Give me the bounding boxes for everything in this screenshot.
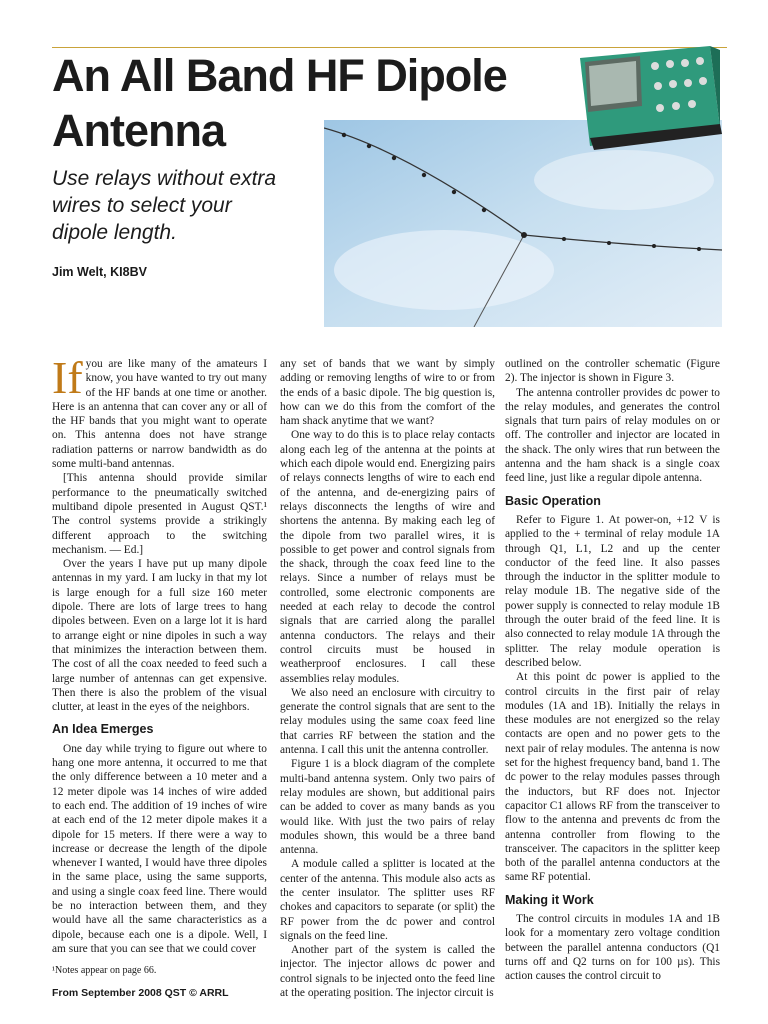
paragraph: The antenna controller provides dc power to the relay modules, and generates the control signals that turn pairs of relay modules on or off. The controller and injector are located in the shack. The only wires that run between the antenna and the ham shack is a single coax feed line, just like a regular dipole antenna.	[505, 386, 720, 485]
section-heading-work: Making it Work	[505, 892, 594, 907]
column-1	[52, 352, 267, 956]
paragraph: Over the years I have put up many dipole antennas in my yard. I am lucky in that my lot is large enough for a full size 160 meter dipole. There are lots of large trees to hang dipoles between. Even on a large lot it is hard to arrange eight or nine dipoles in such a way that minimizes the interaction between them. The cost of all the coax needed to feed such a large number of antennas can get expensive. Then there is also the problem of the visual clutter, at least in the eyes of the neighbors.	[52, 558, 267, 714]
editor-note: [This antenna should provide similar performance to the pneumatically switched multiband dipole presented in August QST.¹ The control systems provide a strikingly different approach to the switching mechanism. — Ed.]	[52, 472, 267, 556]
oscilloscope-image	[570, 38, 722, 150]
paragraph: you are like many of the amateurs I know, you have wanted to try out many of the HF bands at one time or another. Here is an antenna that can cover any or all of the HF bands that you might want to operate on. This antenna does not have strange radiation patterns or narrow bandwidth as do some multi-band antennas.	[52, 358, 267, 471]
article-subtitle: Use relays without extra wires to select your dipole length.	[52, 167, 277, 244]
paragraph: The control circuits in modules 1A and 1B look for a momentary zero voltage condition between the parallel antenna conductors (Q1 turns off and Q2 turns on for 100 µs). This action causes the control circuit to	[505, 912, 720, 983]
paragraph: One day while trying to figure out where to hang one more antenna, it occurred to me that the only difference between a 10 meter and a 12 meter dipole was 14 inches of wire added to each end. The addition of 19 inches of wire at each end of the 12 meter dipole makes it a dipole for 15 meters. If there were a way to increase or decrease the length of the dipole whenever I wanted, I would have three dipoles in the same place, using the same supports, and using a single coax feed line. There would be no interaction between them, and they would have all the same characteristics as a dipole, because each one is a dipole. Well, I am sure that you can see that we could cover	[52, 742, 267, 955]
paragraph: A module called a splitter is located at the center of the antenna. This module also acts as the center insulator. The splitter uses RF chokes and capacitors to separate (or split) the RF power from the dc power and control signals on the feed line.	[280, 858, 495, 942]
paragraph: We also need an enclosure with circuitry to generate the control signals that are sent to the relay modules using the same coax feed line that carries RF between the station and the antenna. I call this unit the antenna controller.	[280, 686, 495, 757]
paragraph: any set of bands that we want by simply adding or removing lengths of wire to or from the ends of a basic dipole. The big question is, how can we do this from the comfort of the ham shack anytime that we want?	[280, 358, 495, 428]
section-heading-basic: Basic Operation	[505, 493, 601, 508]
paragraph: Refer to Figure 1. At power-on, +12 V is applied to the + terminal of relay module 1A through Q1, L1, L2 and up the center conductor of the feed line. It also passes through the inductor in the splitter module to relay module 1B. The negative side of the power supply is connected to relay module 1B through the outer braid of the feed line. It is also connected to relay module 1A through the splitter. The relay module operation is described below.	[505, 513, 720, 669]
paragraph: outlined on the controller schematic (Figure 2). The injector is shown in Figure 3.	[505, 358, 720, 385]
column-2	[280, 357, 495, 1000]
drop-cap: If	[52, 352, 83, 403]
section-heading-idea: An Idea Emerges	[52, 722, 154, 737]
paragraph: At this point dc power is applied to the control circuits in the first pair of relay modules (1A and 1B). Initially the relays in these modules are not energized so the relay contacts are open and no power gets to the next pair of relay modules. The antenna is now set for the highest frequency band, band 1. The dc power to the relay modules passes through the inductors, but RF does not. Injector capacitor C1 allows RF from the transceiver to flow to the antenna and prevents dc from the antenna controller from flowing to the transceiver. The capacitors in the splitter keep both of the parallel antenna conductors at the same RF potential.	[505, 671, 720, 884]
antenna-sky-photo	[324, 120, 722, 327]
paragraph: Figure 1 is a block diagram of the complete multi-band antenna system. Only two pairs of relay modules are shown, but additional pairs can be added to cover as many bands as you would like. With just the two pairs of relay modules shown, this would be a three band antenna.	[280, 758, 495, 857]
paragraph: Another part of the system is called the injector. The injector allows dc power and control signals to be injected onto the feed line at the operating position. The injector circuit is	[280, 944, 495, 1000]
article-title: An All Band HF Dipole Antenna	[52, 50, 507, 156]
paragraph: One way to do this is to place relay contacts along each leg of the antenna at the points at which each dipole would end. Energizing pairs of relays connects lengths of wire to each end of the antenna, and de-energizing pairs of relays disconnects the lengths of wire and shortens the antenna. By making each leg of the dipole from two parallel wires, it is possible to get power and control signals from the shack, through the coax feed line to the relays. Since a number of relays must be controlled, some electronic components are needed at each relay to decode the control signals that are carried along the parallel antenna conductors. The relays and their control circuits must be housed in weatherproof enclosures. I call these assemblies relay modules.	[280, 429, 495, 685]
column-3	[505, 357, 720, 983]
author-byline: Jim Welt, KI8BV	[52, 265, 147, 279]
footnote: ¹Notes appear on page 66.	[52, 965, 157, 976]
source-credit: From September 2008 QST © ARRL	[52, 987, 229, 999]
